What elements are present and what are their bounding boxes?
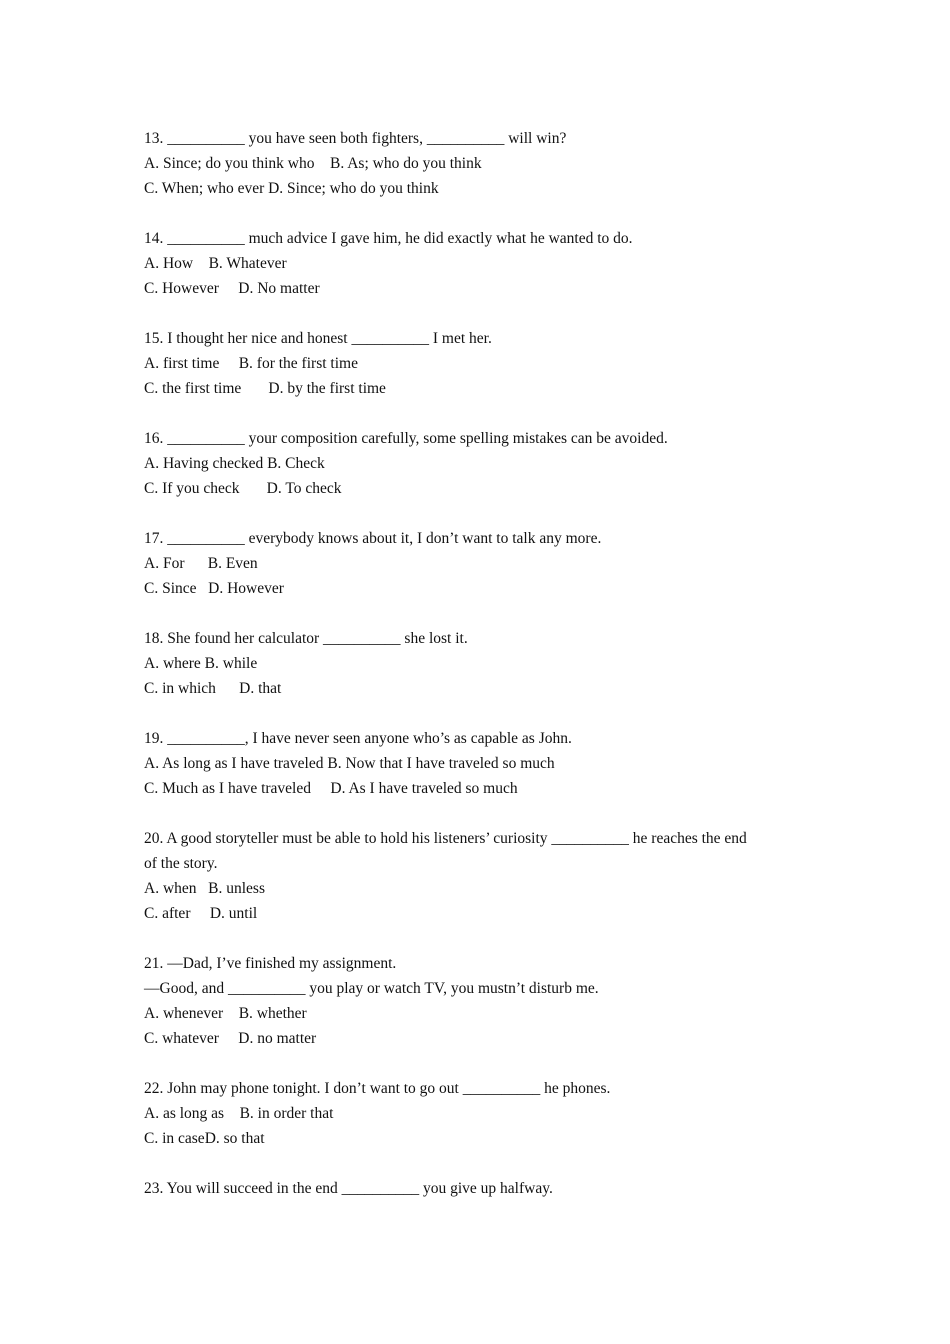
options-line: C. in caseD. so that [144, 1130, 265, 1147]
question-15 [144, 326, 814, 401]
question-stem: 17. __________ everybody knows about it, I don’t want to talk any more. [144, 530, 602, 547]
options-line: C. If you check D. To check [144, 480, 342, 497]
question-22 [144, 1076, 814, 1151]
question-stem: 22. John may phone tonight. I don’t want to go out __________ he phones. [144, 1080, 611, 1097]
question-23 [144, 1176, 814, 1201]
options-line: C. the first time D. by the first time [144, 380, 386, 397]
question-18 [144, 626, 814, 701]
question-stem: 18. She found her calculator __________ she lost it. [144, 630, 468, 647]
options-line: A. As long as I have traveled B. Now that I have traveled so much [144, 755, 555, 772]
question-16 [144, 426, 814, 501]
options-line: A. whenever B. whether [144, 1005, 307, 1022]
options-line: A. Having checked B. Check [144, 455, 325, 472]
question-stem-continued: of the story. [144, 855, 218, 872]
options-line: A. as long as B. in order that [144, 1105, 334, 1122]
options-line: C. whatever D. no matter [144, 1030, 317, 1047]
question-stem: 23. You will succeed in the end __________ you give up halfway. [144, 1180, 553, 1197]
question-stem: 13. __________ you have seen both fighters, __________ will win? [144, 130, 567, 147]
options-line: A. For B. Even [144, 555, 258, 572]
question-14 [144, 226, 814, 301]
options-line: C. However D. No matter [144, 280, 320, 297]
question-stem-continued: —Good, and __________ you play or watch TV, you mustn’t disturb me. [144, 980, 599, 997]
options-line: A. How B. Whatever [144, 255, 287, 272]
options-line: C. after D. until [144, 905, 258, 922]
question-stem: 14. __________ much advice I gave him, he did exactly what he wanted to do. [144, 230, 633, 247]
question-stem: 21. —Dad, I’ve finished my assignment. [144, 955, 397, 972]
options-line: C. in which D. that [144, 680, 282, 697]
options-line: A. Since; do you think who B. As; who do you think [144, 155, 482, 172]
options-line: A. where B. while [144, 655, 258, 672]
question-13 [144, 126, 814, 201]
options-line: C. When; who ever D. Since; who do you think [144, 180, 439, 197]
options-line: C. Much as I have traveled D. As I have traveled so much [144, 780, 518, 797]
options-line: A. first time B. for the first time [144, 355, 358, 372]
question-20 [144, 826, 814, 926]
options-line: C. Since D. However [144, 580, 284, 597]
question-list [144, 126, 814, 1226]
question-17 [144, 526, 814, 601]
question-stem: 19. __________, I have never seen anyone who’s as capable as John. [144, 730, 572, 747]
question-stem: 15. I thought her nice and honest __________ I met her. [144, 330, 492, 347]
question-21 [144, 951, 814, 1051]
question-19 [144, 726, 814, 801]
options-line: A. when B. unless [144, 880, 265, 897]
question-stem: 16. __________ your composition carefully, some spelling mistakes can be avoided. [144, 430, 668, 447]
question-stem: 20. A good storyteller must be able to hold his listeners’ curiosity __________ he reaches the end [144, 830, 747, 847]
